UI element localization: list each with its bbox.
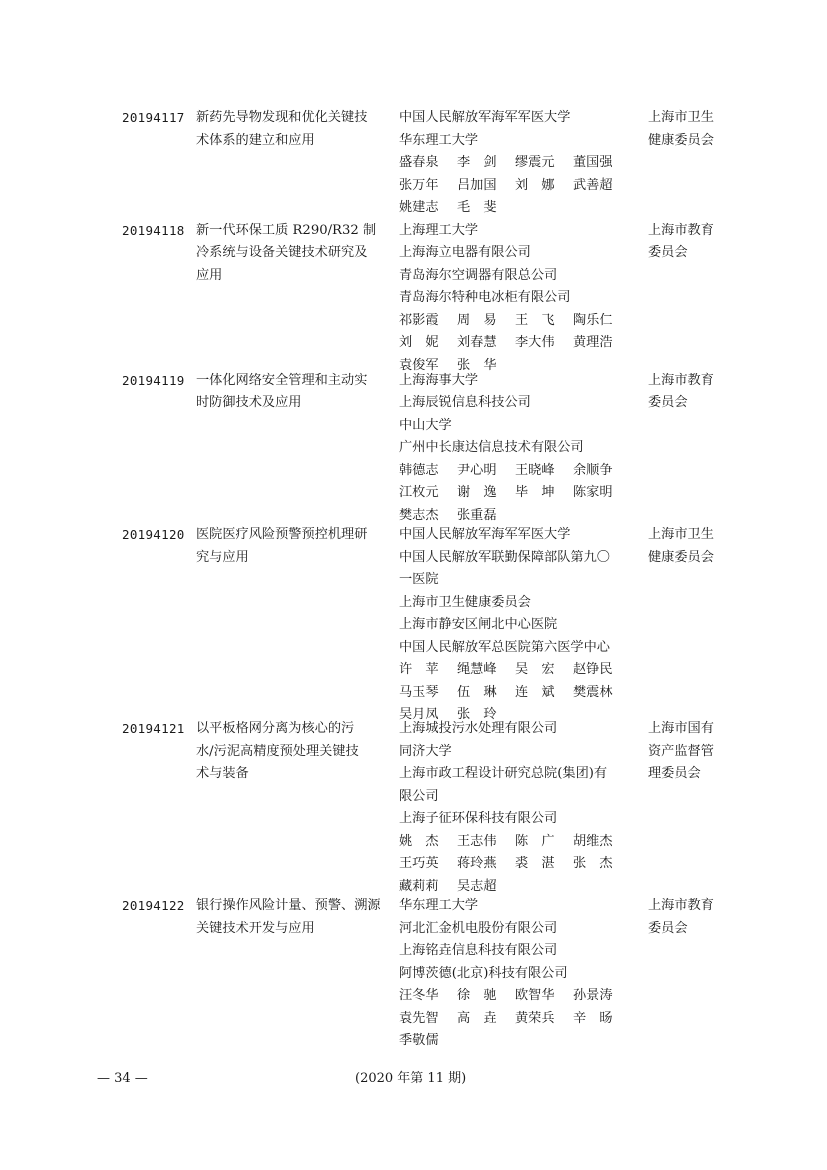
person-name: 江枚元 (399, 485, 439, 500)
department-line: 健康委员会 (648, 132, 714, 148)
person-name: 袁俊军 (399, 357, 439, 373)
people-row (399, 682, 639, 705)
entry-title (196, 524, 390, 569)
person-name: 毛 斐 (457, 200, 497, 215)
person-name: 辛 旸 (573, 1010, 613, 1026)
organization: 广州中长康达信息技术有限公司 (399, 440, 584, 455)
department-line: 上海市教育 (648, 222, 714, 238)
person-name: 王晓峰 (515, 462, 555, 478)
person-name: 吴 宏 (515, 662, 555, 677)
person-name: 张 华 (457, 357, 497, 373)
person-name: 绳慧峰 (457, 662, 497, 677)
person-name: 裘 湛 (515, 856, 555, 871)
person-name: 周 易 (457, 312, 497, 328)
person-name: 樊震林 (573, 684, 613, 700)
organization: 上海市卫生健康委员会 (399, 594, 531, 610)
person-name: 武善超 (573, 177, 613, 193)
person-name: 李大伟 (515, 335, 555, 350)
person-name: 姚 杰 (399, 833, 439, 849)
person-name: 黄理浩 (573, 335, 613, 350)
people-row (399, 1008, 639, 1031)
entry-id: 20194117 (122, 110, 185, 125)
entry-department (648, 895, 728, 940)
organization: 中国人民解放军海军军医大学 (399, 110, 571, 125)
issue-label: (2020 年第 11 期) (355, 1071, 467, 1086)
organization: 中国人民解放军联勤保障部队第九〇 (399, 549, 610, 565)
organization: 青岛海尔空调器有限总公司 (399, 267, 558, 283)
title-line: 术与装备 (196, 766, 249, 781)
person-name: 许 苹 (399, 662, 439, 677)
people-row (399, 460, 639, 483)
person-name: 刘春慧 (457, 335, 497, 350)
person-name: 伍 琳 (457, 684, 497, 700)
entry-department (648, 370, 728, 415)
person-name: 黄荣兵 (515, 1010, 555, 1026)
people-row (399, 310, 639, 333)
entry-department (648, 107, 728, 152)
organization: 上海市政工程设计研究总院(集团)有 (399, 766, 608, 781)
department-line: 委员会 (648, 920, 688, 936)
person-name: 张 杰 (573, 856, 613, 871)
person-name: 韩德志 (399, 462, 439, 478)
department-line: 委员会 (648, 245, 688, 260)
person-name: 袁先智 (399, 1010, 439, 1026)
person-name: 陈 广 (515, 833, 555, 849)
organization: 上海子征环保科技有限公司 (399, 811, 558, 826)
person-name: 谢 逸 (457, 485, 497, 500)
entry-id: 20194121 (122, 721, 185, 736)
person-name: 连 斌 (515, 684, 555, 700)
person-name: 刘 娜 (515, 177, 555, 193)
organization: 中国人民解放军海军军医大学 (399, 527, 571, 542)
department-line: 上海市国有 (648, 721, 714, 736)
title-line: 一体化网络安全管理和主动实 (196, 372, 368, 388)
person-name: 高 垚 (457, 1010, 497, 1026)
title-line: 银行操作风险计量、预警、溯源 (196, 898, 381, 913)
person-name: 姚建志 (399, 200, 439, 215)
entry-title (196, 220, 390, 288)
organization: 上海城投污水处理有限公司 (399, 721, 558, 736)
organization: 上海市静安区闸北中心医院 (399, 617, 558, 632)
person-name: 吴月凤 (399, 707, 439, 722)
organization: 上海铭垚信息科技有限公司 (399, 943, 558, 958)
person-name: 李 剑 (457, 155, 497, 170)
person-name: 毕 坤 (515, 485, 555, 500)
organization: 限公司 (399, 788, 439, 804)
department-line: 资产监督管 (648, 743, 714, 759)
people-row (399, 332, 639, 355)
organization: 上海理工大学 (399, 222, 479, 238)
person-name: 王 飞 (515, 312, 555, 328)
entry-organizations (399, 895, 639, 1053)
person-name: 汪冬华 (399, 988, 439, 1003)
entry-title (196, 107, 390, 152)
title-line: 时防御技术及应用 (196, 395, 302, 410)
title-line: 术体系的建立和应用 (196, 132, 315, 148)
person-name: 刘 妮 (399, 335, 439, 350)
page-number: — 34 — (97, 1071, 148, 1086)
department-line: 上海市教育 (648, 372, 714, 388)
department-line: 上海市卫生 (648, 527, 714, 542)
department-line: 上海市卫生 (648, 110, 714, 125)
entry-id: 20194119 (122, 372, 185, 388)
people-row (399, 175, 639, 198)
person-name: 吕加国 (457, 177, 497, 193)
organization: 阿博茨德(北京)科技有限公司 (399, 965, 568, 981)
entry-title (196, 370, 390, 415)
entry-id: 20194118 (122, 222, 185, 238)
entry-organizations (399, 370, 639, 528)
title-line: 冷系统与设备关键技术研究及 (196, 245, 368, 260)
entry-department (648, 718, 728, 786)
entry-title (196, 718, 390, 786)
title-line: 究与应用 (196, 549, 249, 565)
people-row (399, 831, 639, 854)
organization: 上海海立电器有限公司 (399, 245, 531, 260)
department-line: 委员会 (648, 395, 688, 410)
entry-organizations (399, 220, 639, 378)
entry-department (648, 220, 728, 265)
person-name: 藏莉莉 (399, 878, 439, 894)
person-name: 赵铮民 (573, 662, 613, 677)
title-line: 医院医疗风险预警预控机理研 (196, 527, 368, 542)
person-name: 王志伟 (457, 833, 497, 849)
people-row (399, 853, 639, 876)
entry-id: 20194120 (122, 527, 185, 542)
organization: 华东理工大学 (399, 898, 479, 913)
entry-department (648, 524, 728, 569)
department-line: 上海市教育 (648, 898, 714, 913)
entry-organizations (399, 718, 639, 898)
organization: 一医院 (399, 572, 439, 587)
person-name: 陶乐仁 (573, 312, 613, 328)
person-name: 吴志超 (457, 878, 497, 894)
department-line: 健康委员会 (648, 549, 714, 565)
person-name: 胡维杰 (573, 833, 613, 849)
entry-title (196, 895, 390, 940)
people-row (399, 659, 639, 682)
people-row (399, 985, 639, 1008)
person-name: 孙景涛 (573, 988, 613, 1003)
person-name: 季敬儒 (399, 1033, 439, 1048)
entry-organizations (399, 107, 639, 220)
person-name: 徐 驰 (457, 988, 497, 1003)
department-line: 理委员会 (648, 766, 701, 781)
person-name: 陈家明 (573, 485, 613, 500)
organization: 河北汇金机电股份有限公司 (399, 920, 558, 936)
person-name: 尹心明 (457, 462, 497, 478)
title-line: 水/污泥高精度预处理关键技 (196, 743, 359, 759)
title-line: 新药先导物发现和优化关键技 (196, 110, 368, 125)
person-name: 王巧英 (399, 856, 439, 871)
people-row (399, 152, 639, 175)
person-name: 盛春泉 (399, 155, 439, 170)
organization: 中山大学 (399, 417, 452, 433)
people-row (399, 482, 639, 505)
person-name: 余顺争 (573, 462, 613, 478)
entry-id: 20194122 (122, 898, 185, 913)
person-name: 马玉琴 (399, 684, 439, 700)
organization: 华东理工大学 (399, 132, 479, 148)
person-name: 董国强 (573, 155, 613, 170)
organization: 上海海事大学 (399, 372, 479, 388)
organization: 中国人民解放军总医院第六医学中心 (399, 639, 610, 655)
person-name: 张重磊 (457, 507, 497, 523)
title-line: 应用 (196, 267, 223, 283)
title-line: 新一代环保工质 R290/R32 制 (196, 222, 377, 238)
person-name: 樊志杰 (399, 507, 439, 523)
person-name: 欧智华 (515, 988, 555, 1003)
organization: 青岛海尔特种电冰柜有限公司 (399, 290, 571, 305)
person-name: 蒋玲燕 (457, 856, 497, 871)
people-row (399, 1030, 639, 1053)
people-row (399, 197, 639, 220)
organization: 同济大学 (399, 743, 452, 759)
person-name: 祁影霞 (399, 312, 439, 328)
person-name: 张万年 (399, 177, 439, 193)
person-name: 缪震元 (515, 155, 555, 170)
entry-organizations (399, 524, 639, 727)
title-line: 关键技术开发与应用 (196, 920, 315, 936)
title-line: 以平板格网分离为核心的污 (196, 721, 355, 736)
person-name: 张 玲 (457, 707, 497, 722)
organization: 上海辰锐信息科技公司 (399, 395, 531, 410)
